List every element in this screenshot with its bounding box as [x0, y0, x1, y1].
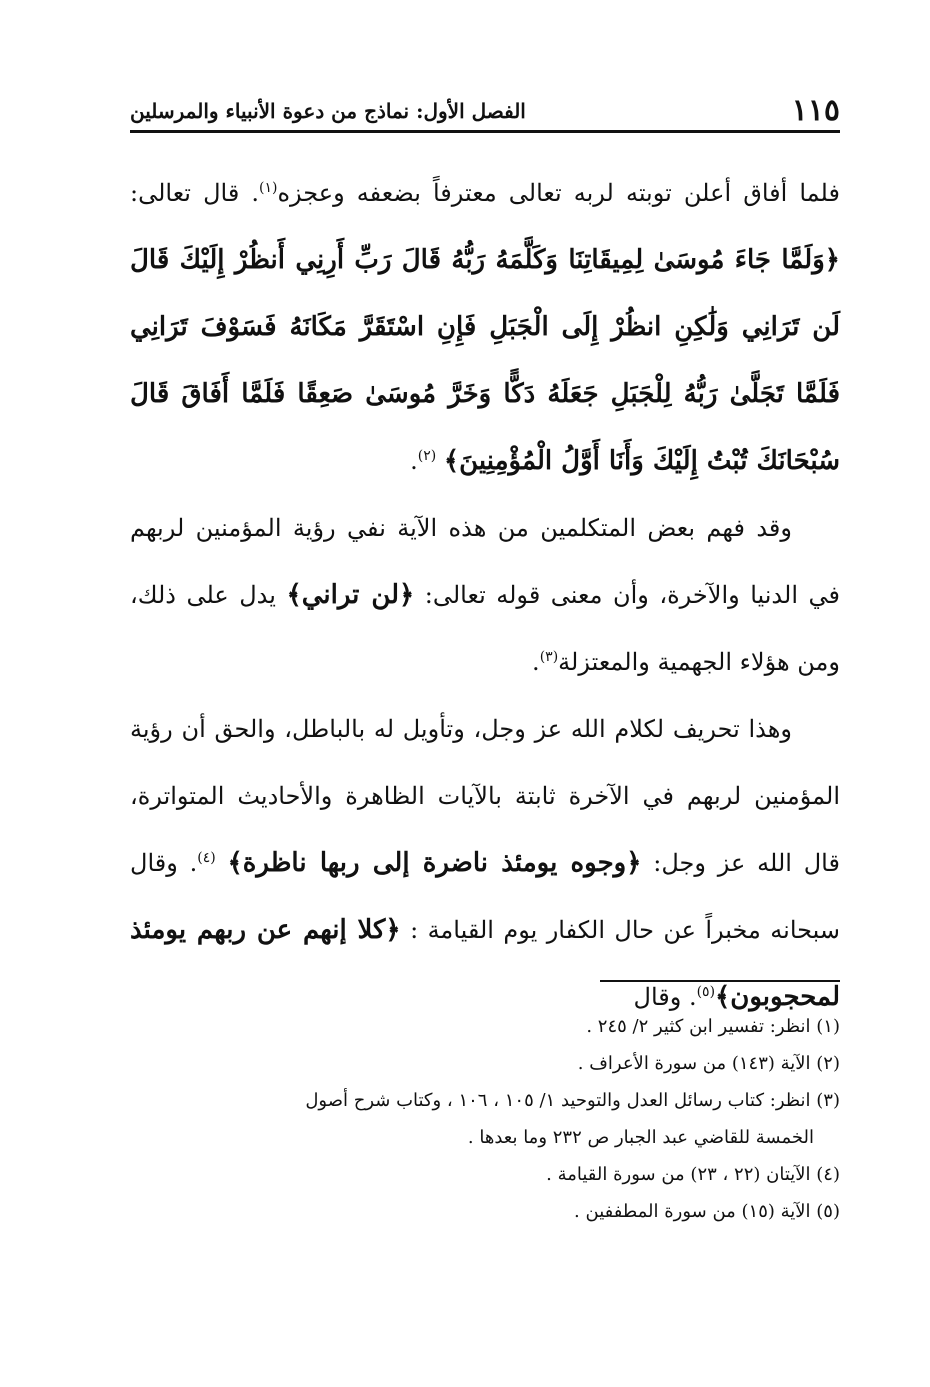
paragraph-2	[130, 495, 840, 696]
p1-end: .	[410, 447, 418, 475]
footnote-ref-4: (٤)	[197, 850, 216, 866]
main-text	[130, 160, 840, 1031]
quran-verse-araf-143: ﴿وَلَمَّا جَاءَ مُوسَىٰ لِمِيقَاتِنَا وَكَلَّمَهُ رَبُّهُ قَالَ رَبِّ أَرِنِي أَنظُرْ إِلَيْكَ قَالَ لَن تَرَانِي وَلَٰكِنِ انظُرْ إِلَى الْجَبَلِ فَإِنِ اسْتَقَرَّ مَكَانَهُ فَسَوْفَ تَرَانِي فَلَمَّا تَجَلَّىٰ رَبُّهُ لِلْجَبَلِ جَعَلَهُ دَكًّا وَخَرَّ مُوسَىٰ صَعِقًا فَلَمَّا أَفَاقَ قَالَ سُبْحَانَكَ تُبْتُ إِلَيْكَ وَأَنَا أَوَّلُ الْمُؤْمِنِينَ﴾	[130, 245, 840, 476]
p3-text3: . وقال	[633, 983, 697, 1011]
footnote-2: (٢) الآية (١٤٣) من سورة الأعراف .	[577, 1053, 840, 1074]
p3-text: وهذا تحريف لكلام الله عز وجل، وتأويل له بالباطل، والحق أن رؤية المؤمنين لربهم في الآخرة ثابتة بالآيات الظاهرة والأحاديث المتواترة، قال الله عز وجل:	[130, 715, 840, 877]
running-title: الفصل الأول: نماذج من دعوة الأنبياء والمرسلين	[130, 99, 526, 123]
p3-text2: . وقال سبحانه مخبراً عن حال الكفار يوم القيامة :	[130, 849, 840, 944]
p1-intro: فلما أفاق أعلن توبته لربه تعالى معترفاً بضعفه وعجزه	[277, 179, 840, 207]
quran-verse-lan-tarani: ﴿لن تراني﴾	[286, 580, 415, 610]
p1-mid: . قال تعالى:	[130, 179, 260, 207]
footnote-ref-1: (١)	[259, 180, 278, 196]
footnote-ref-3: (٣)	[539, 649, 559, 665]
footnote-4: (٤) الآيتان (٢٢ ، ٢٣) من سورة القيامة .	[546, 1164, 840, 1185]
quran-verse-qiyamah: ﴿وجوه يومئذ ناضرة إلى ربها ناظرة﴾	[227, 848, 642, 878]
footnote-3-continued: الخمسة للقاضي عبد الجبار ص ٢٣٢ وما بعدها .	[467, 1127, 814, 1148]
paragraph-1	[130, 160, 840, 495]
footnote-5: (٥) الآية (١٥) من سورة المطففين .	[574, 1201, 840, 1222]
footnote-separator	[600, 980, 840, 982]
p2-text2: يدل على ذلك، ومن هؤلاء الجهمية والمعتزلة	[130, 581, 840, 676]
page-header	[130, 88, 840, 133]
p2-end: .	[532, 648, 540, 676]
page-number: ١١٥	[791, 93, 840, 128]
footnotes	[130, 1008, 840, 1230]
quran-verse-mutaffifin: ﴿كلا إنهم عن ربهم يومئذ لمحجوبون﴾	[130, 915, 840, 1012]
footnote-ref-5: (٥)	[696, 984, 716, 1000]
footnote-1: (١) انظر: تفسير ابن كثير ٢/ ٢٤٥ .	[586, 1016, 840, 1037]
footnote-3: (٣) انظر: كتاب رسائل العدل والتوحيد ١/ ١٠٥ ، ١٠٦ ، وكتاب شرح أصول	[305, 1090, 840, 1111]
p2-text: وقد فهم بعض المتكلمين من هذه الآية نفي رؤية المؤمنين لربهم في الدنيا والآخرة، وأن معنى قوله تعالى:	[130, 514, 840, 609]
footnote-ref-2: (٢)	[417, 448, 437, 464]
